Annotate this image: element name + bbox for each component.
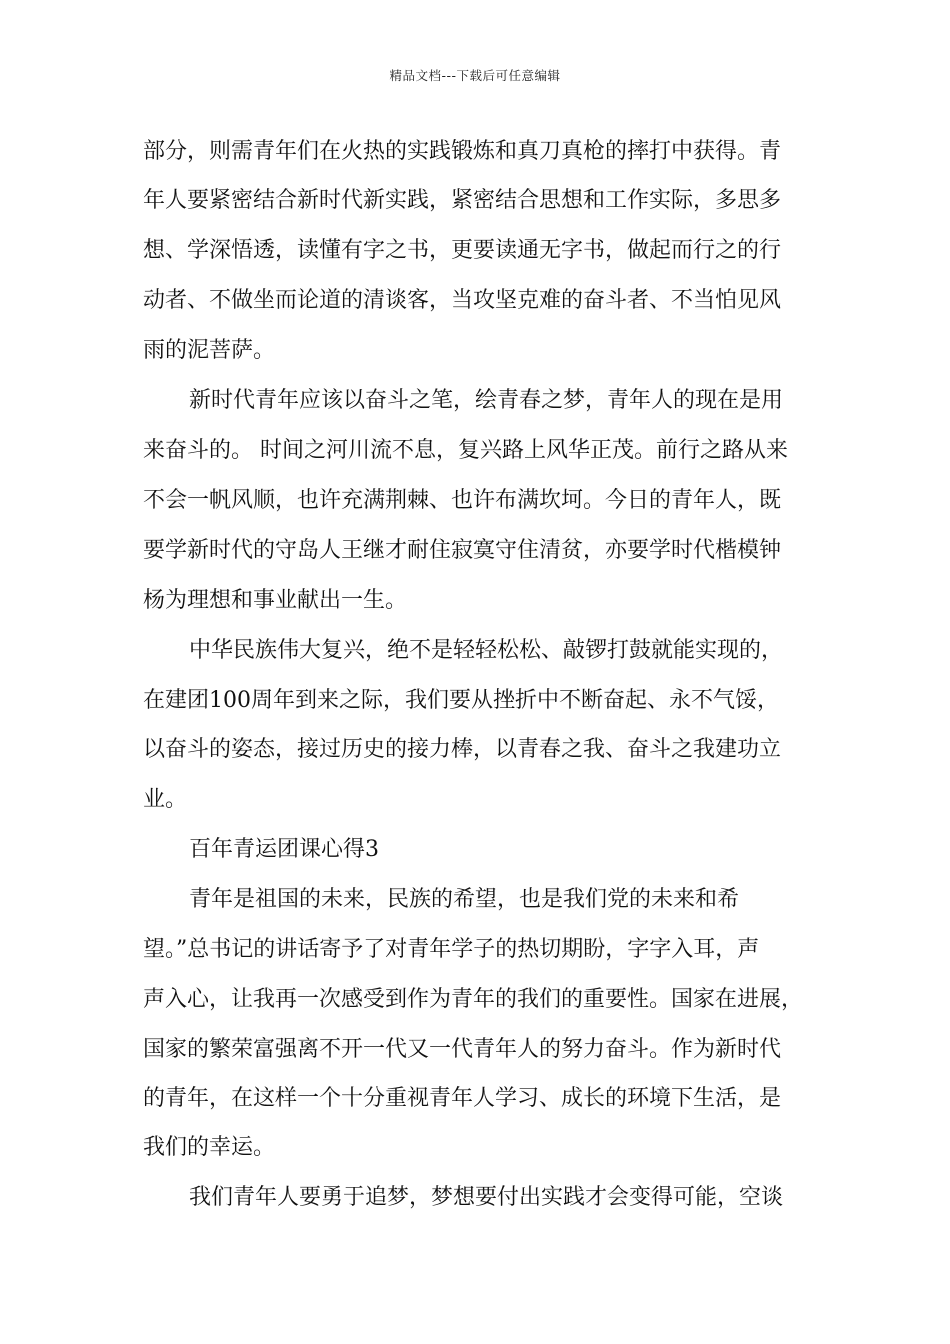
text-line: 声入心，让我再一次感受到作为青年的我们的重要性。国家在进展， [143,987,804,1012]
text-line: 国家的繁荣富强离不开一代又一代青年人的努力奋斗。作为新时代 [143,1037,782,1062]
text-line: 雨的泥菩萨。 [143,338,276,363]
text-line: 要学新时代的守岛人王继才耐住寂寞守住清贫，亦要学时代楷模钟 [143,538,782,563]
paragraph-start-line: 我们青年人要勇于追梦，梦想要付出实践才会变得可能，空谈 [189,1185,784,1210]
text-line: 杨为理想和事业献出一生。 [143,588,408,613]
text-line: 部分，则需青年们在火热的实践锻炼和真刀真枪的摔打中获得。青 [143,139,782,164]
page-header: 精品文档---下载后可任意编辑 [389,68,561,83]
text-line: 业。 [143,787,188,812]
text-line: 来奋斗的。 时间之河川流不息，复兴路上风华正茂。前行之路从来 [143,438,788,463]
text-line: 以奋斗的姿态，接过历史的接力棒，以青春之我、奋斗之我建功立 [143,737,782,762]
paragraph-start-line: 新时代青年应该以奋斗之笔，绘青春之梦，青年人的现在是用 [189,388,784,413]
text-line: 的青年，在这样一个十分重视青年人学习、成长的环境下生活，是 [143,1086,782,1111]
text-line: 年人要紧密结合新时代新实践，紧密结合思想和工作实际，多思多 [143,188,782,213]
text-line: 我们的幸运。 [143,1135,276,1160]
text-line: 望。”总书记的讲话寄予了对青年学子的热切期盼，字字入耳，声 [143,937,760,962]
text-line: 在建团100周年到来之际，我们要从挫折中不断奋起、永不气馁， [143,688,779,713]
text-line: 动者、不做坐而论道的清谈客，当攻坚克难的奋斗者、不当怕见风 [143,288,782,313]
text-line: 不会一帆风顺，也许充满荆棘、也许布满坎坷。今日的青年人，既 [143,488,782,513]
section-heading: 百年青运团课心得3 [189,837,379,862]
paragraph-start-line: 青年是祖国的未来，民族的希望，也是我们党的未来和希 [189,887,740,912]
text-line: 想、学深悟透，读懂有字之书，更要读通无字书，做起而行之的行 [143,238,782,263]
paragraph-start-line: 中华民族伟大复兴，绝不是轻轻松松、敲锣打鼓就能实现的， [189,638,784,663]
